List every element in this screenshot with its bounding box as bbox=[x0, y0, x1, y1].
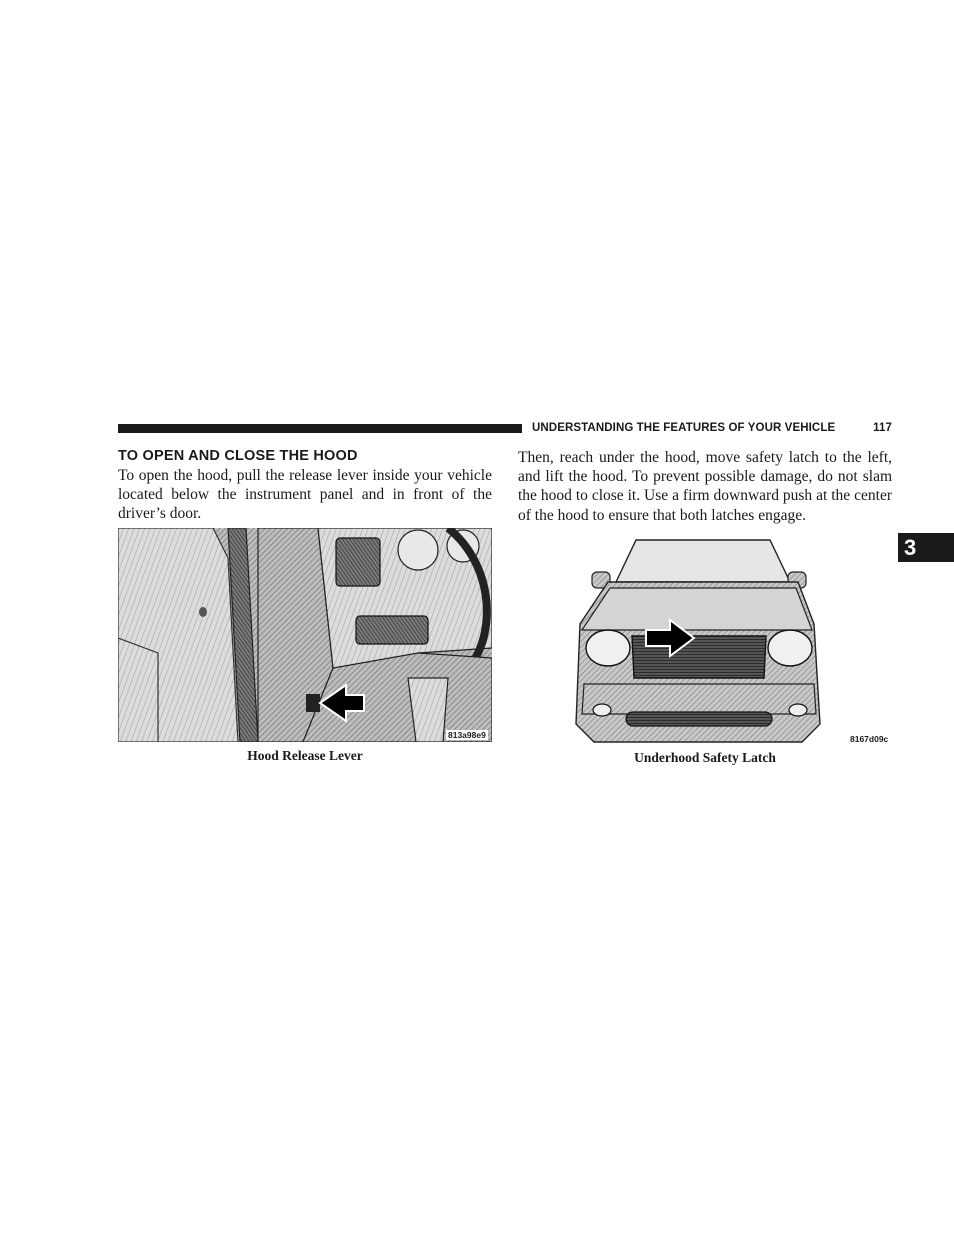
page-number: 117 bbox=[873, 422, 892, 434]
hood-release-lever-illustration bbox=[118, 528, 492, 742]
underhood-safety-latch-illustration bbox=[518, 534, 892, 746]
caption-underhood-safety-latch: Underhood Safety Latch bbox=[634, 750, 776, 765]
figure-code-left: 813a98e9 bbox=[448, 730, 486, 740]
figure-code-right: 8167d09c bbox=[850, 734, 889, 744]
running-header bbox=[532, 420, 892, 436]
chapter-tab: 3 bbox=[898, 533, 954, 562]
header-rule bbox=[118, 424, 522, 433]
paragraph-left: To open the hood, pull the release lever inside your vehicle located below the instrument panel and in front of the driver’s door. bbox=[118, 467, 492, 523]
paragraph-right: Then, reach under the hood, move safety latch to the left, and lift the hood. To prevent possible damage, do not slam the hood to close it. Use a firm downward push at the center of the hood to ensure that both latches engage. bbox=[518, 449, 892, 524]
section-title: TO OPEN AND CLOSE THE HOOD bbox=[118, 448, 358, 464]
header-section-title: UNDERSTANDING THE FEATURES OF YOUR VEHICLE bbox=[532, 422, 836, 434]
caption-hood-release-lever: Hood Release Lever bbox=[247, 748, 363, 763]
